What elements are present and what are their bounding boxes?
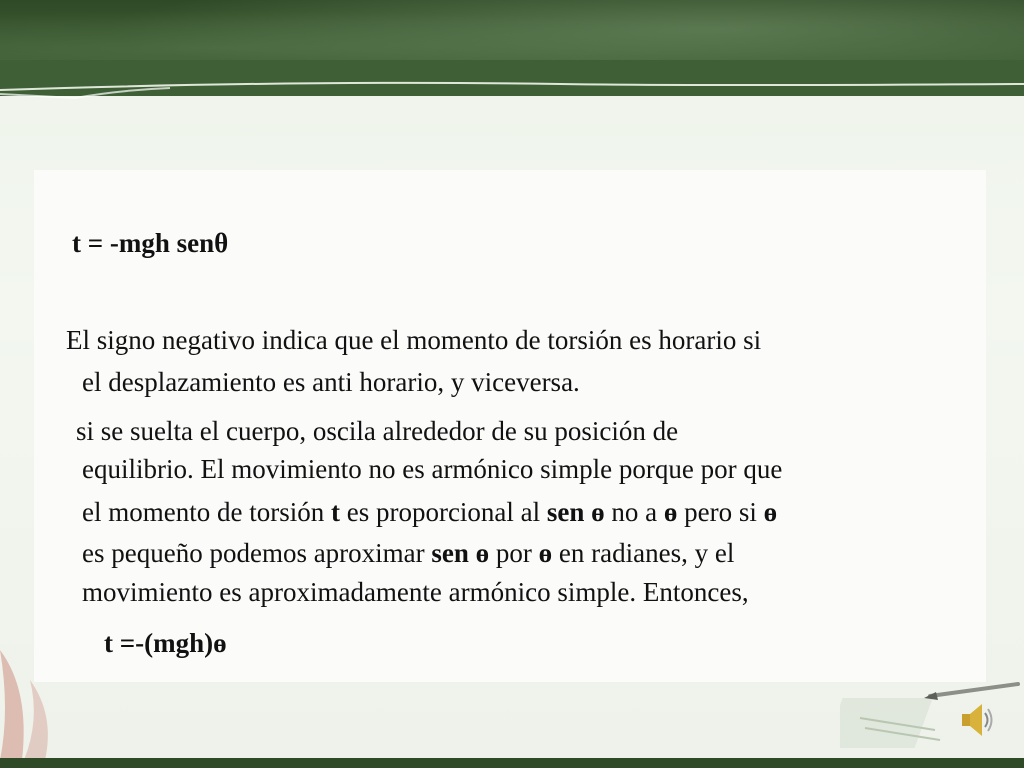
bold-term: ɵ	[538, 538, 553, 568]
text-span: el momento de torsión	[82, 497, 331, 527]
text-span: es pequeño podemos aproximar	[82, 538, 432, 568]
bold-term: sen ɵ	[546, 497, 605, 527]
speaker-icon[interactable]	[958, 700, 994, 740]
bold-term: sen ɵ	[431, 538, 490, 568]
banner-curve	[0, 60, 1024, 120]
text-span: no a	[604, 497, 664, 527]
bottom-bar	[0, 758, 1024, 768]
formula-approx: t =-(mgh)ɵ	[104, 628, 227, 658]
paragraph-2-line-4	[82, 540, 734, 567]
text-span: pero si	[677, 497, 764, 527]
paragraph-2-line-3	[82, 499, 777, 526]
paragraph-2-line-1: si se suelta el cuerpo, oscila alrededor de su posición de	[76, 416, 679, 446]
bold-term: ɵ	[763, 497, 778, 527]
flame-decoration-icon	[0, 620, 60, 760]
formula-torque: t = -mgh senθ	[72, 228, 229, 258]
paragraph-1-line-1: El signo negativo indica que el momento de torsión es horario si	[66, 325, 762, 355]
paragraph-2-line-5: movimiento es aproximadamente armónico simple. Entonces,	[82, 577, 749, 607]
bold-term: ɵ	[663, 497, 678, 527]
paragraph-1-line-2: el desplazamiento es anti horario, y viceversa.	[82, 367, 580, 397]
text-span: por	[489, 538, 539, 568]
text-span: es proporcional al	[339, 497, 547, 527]
text-span: en radianes, y el	[552, 538, 735, 568]
paragraph-2-line-2: equilibrio. El movimiento no es armónico simple porque por que	[82, 454, 783, 484]
bold-term: t	[330, 497, 340, 527]
